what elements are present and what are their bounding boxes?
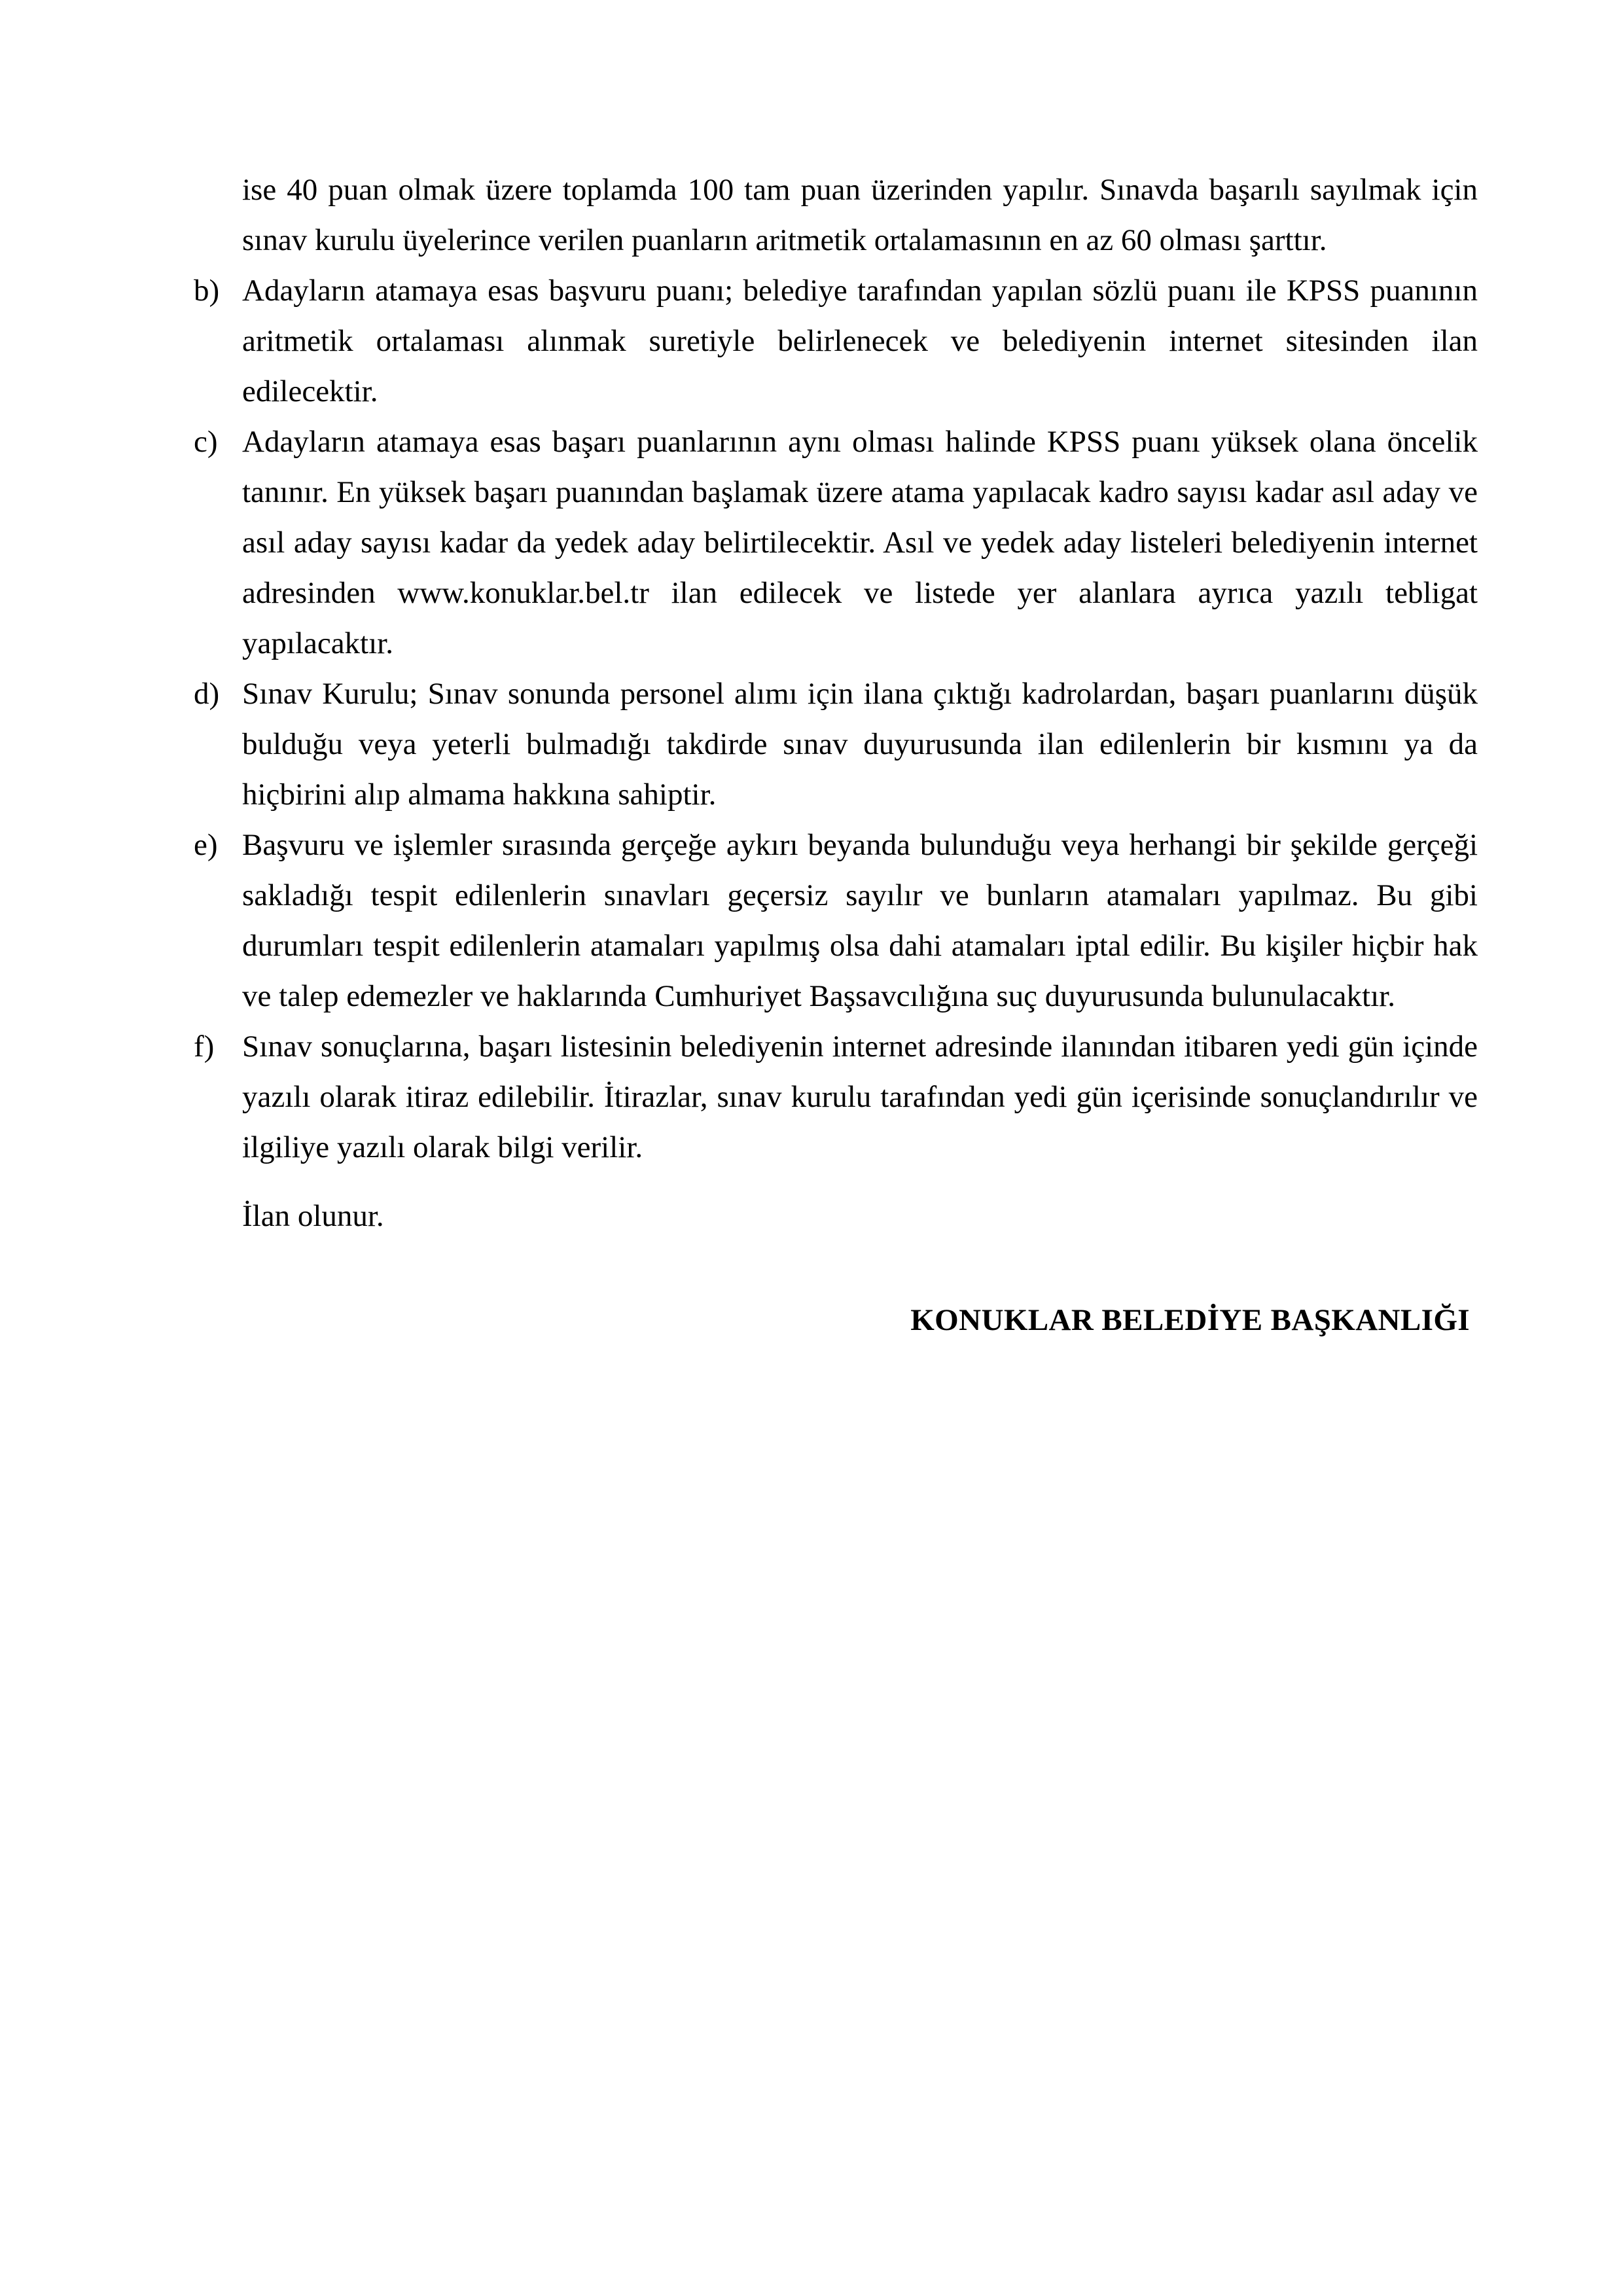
- closing-line: İlan olunur.: [242, 1199, 384, 1233]
- list-item: [194, 669, 1478, 820]
- list-item-marker-e: e): [194, 828, 218, 862]
- list-item-marker-b: b): [194, 274, 220, 308]
- document-body: [194, 165, 1478, 2296]
- list-item-marker-f: f): [194, 1030, 215, 1064]
- list-item-text-e: Başvuru ve işlemler sırasında gerçeğe aykırı beyanda bulunduğu veya herhangi bir şekilde gerçeği sakladığı tespit edilenlerin sınavları geçersiz sayılır ve bunların atamaları yapılmaz. Bu gibi durumları tespit edilenlerin atamaları yapılmış olsa dahi atamaları iptal edilir. Bu kişiler hiçbir hak ve talep edemezler ve haklarında Cumhuriyet Başsavcılığına suç duyurusunda bulunulacaktır.: [242, 828, 1478, 1013]
- lettered-list: [194, 266, 1478, 1173]
- issuing-authority-signature: KONUKLAR BELEDİYE BAŞKANLIĞI: [910, 1303, 1470, 1337]
- blank-lower-page-area: [194, 1344, 1478, 2296]
- list-item-text-d: Sınav Kurulu; Sınav sonunda personel alımı için ilana çıktığı kadrolardan, başarı puanlarını düşük bulduğu veya yeterli bulmadığı takdirde sınav duyurusunda ilan edilenlerin bir kısmını ya da hiçbirini alıp almama hakkına sahiptir.: [242, 677, 1478, 812]
- list-item: [194, 1022, 1478, 1173]
- list-item: [194, 820, 1478, 1022]
- list-item-marker-d: d): [194, 677, 220, 711]
- list-item: [194, 266, 1478, 417]
- continuation-paragraph: ise 40 puan olmak üzere toplamda 100 tam puan üzerinden yapılır. Sınavda başarılı sayılmak için sınav kurulu üyelerince verilen puanların aritmetik ortalamasının en az 60 olması şarttır.: [242, 173, 1478, 257]
- list-item-text-b: Adayların atamaya esas başvuru puanı; belediye tarafından yapılan sözlü puanı ile KPSS puanının aritmetik ortalaması alınmak suretiyle belirlenecek ve belediyenin internet sitesinden ilan edilecektir.: [242, 274, 1478, 408]
- list-item: [194, 417, 1478, 669]
- list-item-text-f: Sınav sonuçlarına, başarı listesinin belediyenin internet adresinde ilanından itibaren yedi gün içinde yazılı olarak itiraz edilebilir. İtirazlar, sınav kurulu tarafından yedi gün içerisinde sonuçlandırılır ve ilgiliye yazılı olarak bilgi verilir.: [242, 1030, 1478, 1164]
- signature-block: [194, 1297, 1478, 1344]
- list-item-marker-c: c): [194, 425, 218, 459]
- list-item-text-c: Adayların atamaya esas başarı puanlarının aynı olması halinde KPSS puanı yüksek olana öncelik tanınır. En yüksek başarı puanından başlamak üzere atama yapılacak kadro sayısı kadar asıl aday ve asıl aday sayısı kadar da yedek aday belirtilecektir. Asıl ve yedek aday listeleri belediyenin internet adresinden www.konuklar.bel.tr ilan edilecek ve listede yer alanlara ayrıca yazılı tebligat yapılacaktır.: [242, 425, 1478, 660]
